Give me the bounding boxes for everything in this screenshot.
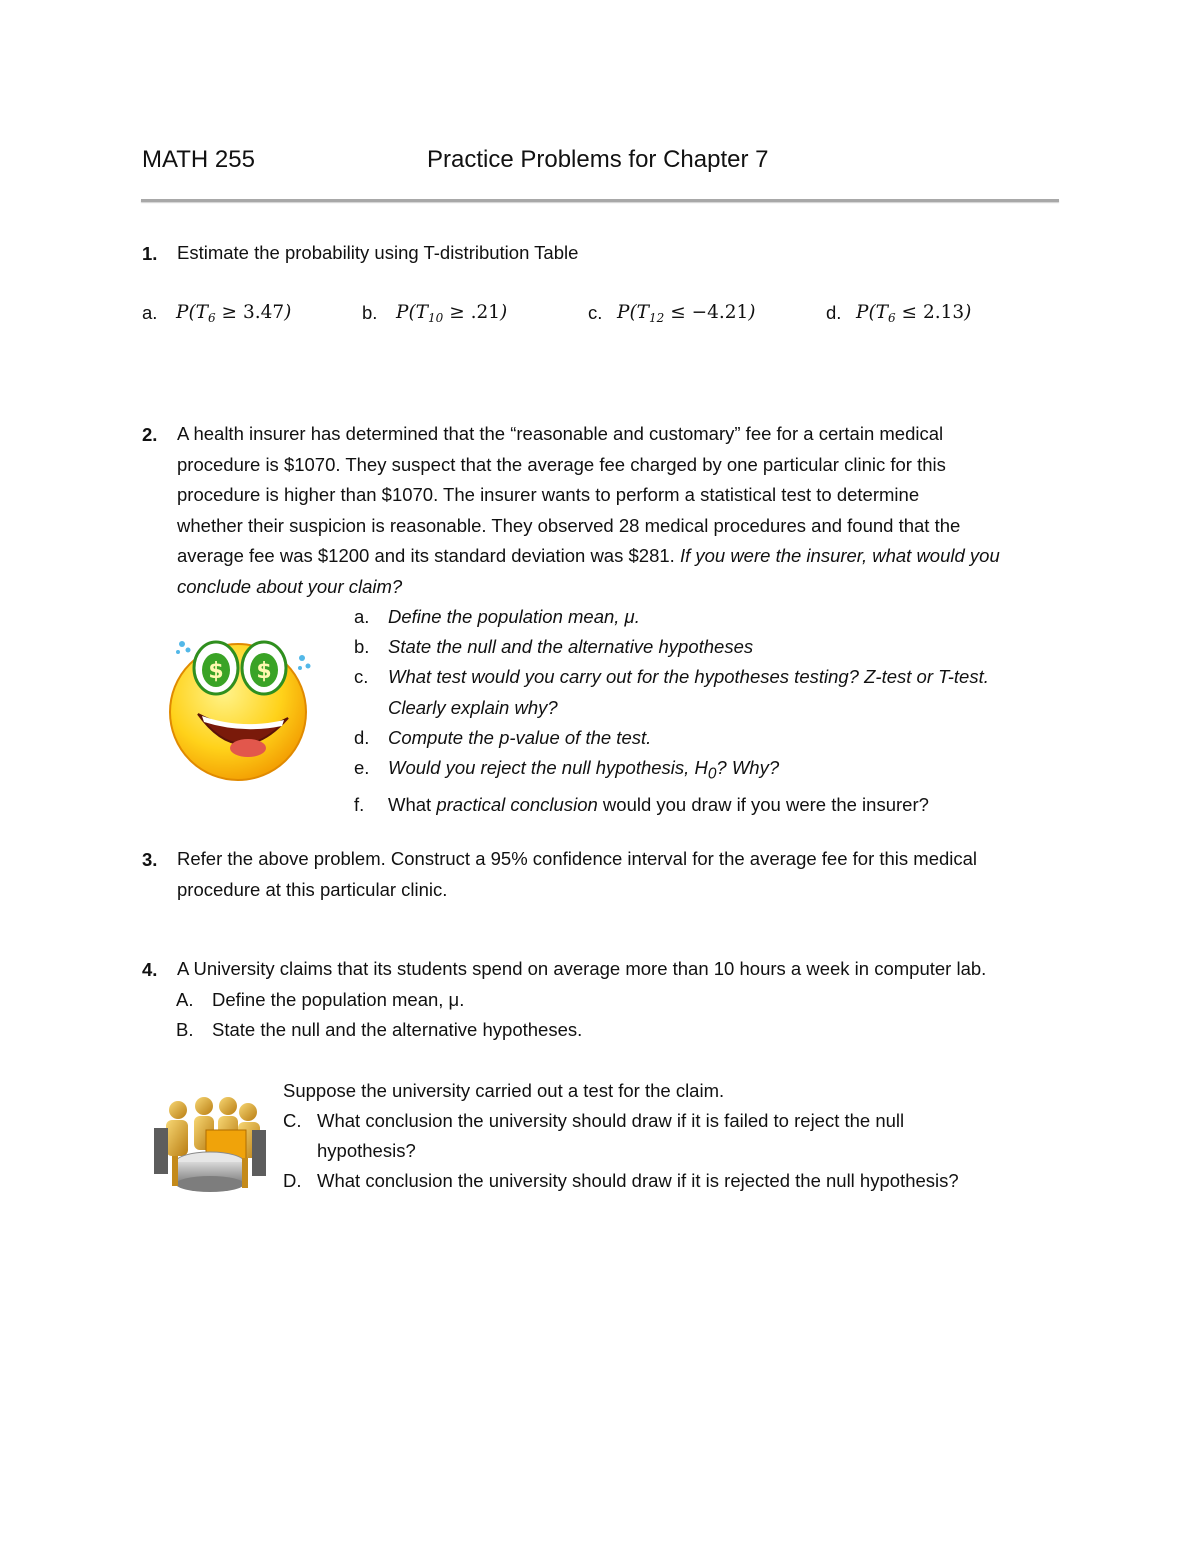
list-item: [283, 1166, 1063, 1196]
list-item: [283, 1136, 1063, 1166]
part-text: [388, 794, 929, 815]
df-subscript: 6: [888, 311, 896, 325]
list-item: [283, 1106, 1063, 1136]
part-label: a.: [142, 302, 158, 323]
part-text: State the null and the alternative hypotheses.: [212, 1019, 583, 1041]
part-label: c.: [354, 666, 369, 688]
value: 3.47: [242, 302, 285, 323]
question-4-parts-ab: [176, 985, 876, 1045]
part-text: What conclusion the university should draw if it is rejected the null hypothesis?: [317, 1170, 959, 1192]
part-text: What test would you carry out for the hypotheses testing? Z-test or T-test.: [388, 666, 989, 688]
text-line: Refer the above problem. Construct a 95% confidence interval for the average fee for this medical: [177, 848, 978, 869]
page-title: Practice Problems for Chapter 7: [427, 146, 769, 173]
df-subscript: 6: [208, 311, 216, 325]
probability-expression: $P(T_6 \ge 3.47)$: [176, 302, 292, 325]
probability-expression: $P(T_{10} \ge .21)$: [396, 302, 508, 325]
list-item: [176, 1015, 876, 1045]
question-text: A University claims that its students spend on average more than 10 hours a week in computer lab.: [177, 958, 987, 979]
header-divider: [141, 199, 1059, 202]
text-line: conclude about your claim?: [177, 575, 403, 597]
question-number: 3.: [142, 849, 158, 870]
part-label: c.: [588, 302, 603, 323]
part-label: A.: [176, 989, 194, 1010]
operator: ≥: [449, 302, 465, 323]
list-item: [354, 753, 1054, 790]
part-text: What conclusion the university should draw if it is failed to reject the null: [317, 1110, 905, 1131]
probability-parts: [142, 302, 1042, 332]
value: .21: [470, 302, 501, 323]
operator: ≤: [901, 302, 918, 323]
list-item: [354, 662, 1054, 692]
text-segment: average fee was $1200 and its standard deviation was $281.: [177, 545, 680, 566]
text-line: [177, 541, 1062, 572]
text-line: procedure is $1070. They suspect that the average fee charged by one particular clinic for this: [177, 453, 946, 475]
part-text: Compute the p-value of the test.: [388, 726, 652, 748]
list-item: [354, 632, 1054, 662]
svg-text:$: $: [208, 659, 224, 684]
text-line: whether their suspicion is reasonable. They observed 28 medical procedures and found that the: [177, 514, 961, 536]
value: −4.21: [691, 302, 749, 323]
part-label: C.: [283, 1110, 302, 1131]
text-segment: What: [388, 793, 437, 815]
part-label: D.: [283, 1170, 302, 1192]
question-text: [177, 419, 1062, 602]
probability-expression: $P(T_6 \le 2.13)$: [856, 302, 972, 325]
subscript: 0: [707, 765, 717, 783]
people-meeting-icon: [150, 1096, 270, 1194]
part-text: hypothesis?: [317, 1140, 416, 1162]
part-label: b.: [362, 302, 378, 323]
part-label: a.: [354, 606, 370, 627]
part-text: Clearly explain why?: [388, 696, 558, 718]
operator: ≤: [670, 302, 686, 323]
text-line: procedure at this particular clinic.: [177, 878, 448, 900]
list-item: [176, 985, 876, 1015]
question-text: Estimate the probability using T-distribution Table: [177, 242, 579, 263]
list-item: [354, 790, 1054, 820]
course-code: MATH 255: [142, 146, 255, 173]
text-segment: would you draw if you were the insurer?: [597, 793, 929, 815]
probability-expression: $P(T_{12} \le -4.21)$: [617, 302, 756, 325]
text-segment-italic: practical conclusion: [436, 793, 598, 815]
part-label: b.: [354, 636, 370, 658]
question-4-parts-cd: [283, 1106, 1063, 1197]
df-subscript: 10: [428, 311, 444, 325]
value: 2.13: [922, 302, 965, 323]
question-4-intro: Suppose the university carried out a test for the claim.: [283, 1080, 725, 1101]
part-text: Define the population mean, μ.: [212, 989, 465, 1010]
part-label: d.: [826, 302, 842, 323]
money-eyes-smiley-icon: [168, 622, 318, 782]
question-text: [177, 844, 1062, 905]
list-item: [354, 693, 1054, 723]
list-item: [354, 602, 1054, 632]
header: [142, 146, 1060, 180]
text-segment-italic: If you were the insurer, what would you: [679, 545, 1000, 566]
part-label: e.: [354, 757, 370, 779]
question-2-parts: [354, 602, 1054, 820]
text-line: procedure is higher than $1070. The insurer wants to perform a statistical test to determine: [177, 484, 920, 505]
text-line: A health insurer has determined that the “reasonable and customary” fee for a certain medical: [177, 423, 944, 444]
part-label: f.: [354, 793, 365, 815]
list-item: [354, 723, 1054, 753]
question-number: 2.: [142, 424, 158, 445]
text-segment: ? Why?: [716, 757, 780, 779]
operator: ≥: [221, 302, 238, 323]
part-label: B.: [176, 1019, 194, 1041]
part-label: d.: [354, 726, 370, 748]
part-text: Define the population mean, μ.: [388, 606, 640, 627]
part-text: State the null and the alternative hypotheses: [388, 636, 754, 658]
question-number: 1.: [142, 243, 158, 264]
part-text: [388, 757, 780, 783]
text-segment: Would you reject the null hypothesis, H: [388, 757, 708, 779]
df-subscript: 12: [649, 311, 665, 325]
question-number: 4.: [142, 959, 158, 980]
svg-text:$: $: [256, 659, 272, 684]
